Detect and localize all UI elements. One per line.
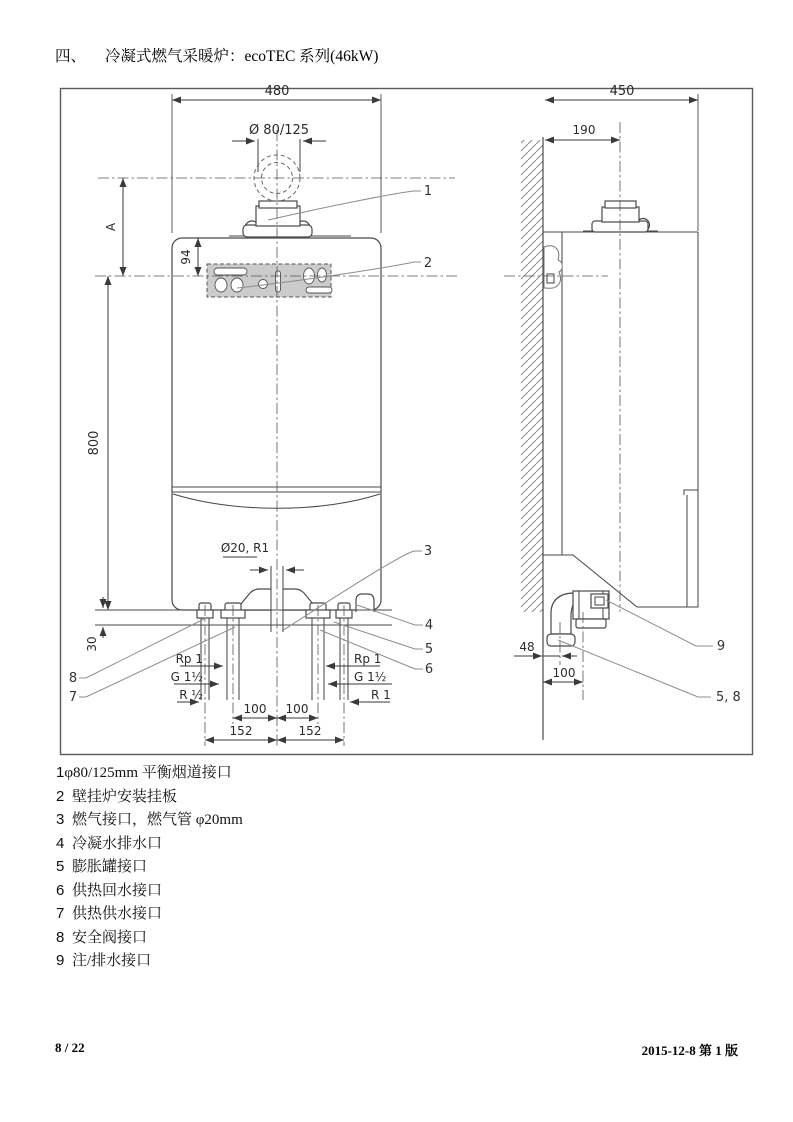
legend-text: 供热供水接口 (72, 906, 163, 922)
wall-hatch (521, 140, 543, 612)
side-view (521, 137, 698, 740)
callouts (69, 184, 741, 705)
callout-3: 3 (423, 544, 433, 559)
callout-9: 9 (716, 639, 726, 654)
dim-a: A (104, 222, 118, 232)
footer-page-number: 8 / 22 (55, 1040, 85, 1055)
dim-g112-right: G 1½ (354, 670, 387, 684)
legend-text: 安全阀接口 (72, 929, 148, 946)
condensate-outlet (356, 594, 374, 612)
legend-num: 3 (56, 811, 65, 828)
footer-edition: 2015-12-8 第 1 版 (641, 1043, 738, 1058)
dim-152-right: 152 (298, 724, 322, 738)
callout-5: 5 (424, 642, 434, 657)
legend-num: 6 (56, 881, 65, 899)
dim-gas: Ø20, R1 (220, 541, 270, 555)
legend-item-8 (56, 926, 243, 950)
legend-num: 2 (56, 787, 65, 805)
legend-item-2 (56, 785, 243, 809)
legend-item-7 (56, 902, 243, 926)
title-index: 四、 (55, 48, 87, 65)
legend-item-6 (56, 879, 243, 903)
dim-rp1-left: Rp 1 (175, 652, 203, 666)
legend-item-9 (56, 949, 243, 973)
front-view (172, 139, 381, 700)
callout-7: 7 (68, 690, 78, 705)
dim-g112-left: G 1½ (170, 670, 203, 684)
legend-text: 壁挂炉安装挂板 (72, 788, 178, 805)
legend-item-1 (56, 761, 243, 785)
drain-valve-assembly (547, 591, 609, 646)
dim-height-800: 800 (87, 430, 102, 456)
flue-adapter (256, 206, 300, 226)
legend-text: φ80/125mm 平衡烟道接口 (64, 765, 232, 781)
legend-num: 1 (56, 764, 65, 781)
legend-text: 冷凝水排水口 (72, 835, 163, 852)
callout-2: 2 (423, 256, 433, 271)
boiler-side-outline (543, 232, 698, 607)
dim-152-left: 152 (229, 724, 253, 738)
legend-num: 9 (56, 952, 65, 969)
dim-30: 30 (85, 636, 99, 652)
title-text: 冷凝式燃气采暖炉：ecoTEC 系列(46kW) (105, 48, 379, 65)
front-edge-strip (684, 490, 698, 607)
legend-item-4 (56, 832, 243, 856)
figure-border (61, 89, 753, 755)
legend-num: 4 (56, 834, 65, 852)
legend-num: 7 (56, 905, 65, 922)
legend-text: 燃气接口，燃气管 φ20mm (72, 812, 243, 828)
callout-5-8: 5, 8 (716, 690, 741, 705)
dim-r1-right: R 1 (371, 688, 391, 702)
mounting-bracket (207, 264, 332, 297)
dim-100-right: 100 (285, 702, 309, 716)
dim-94: 94 (179, 249, 193, 265)
dim-width-480: 480 (264, 84, 290, 99)
flue-adapter-side (602, 207, 639, 222)
dim-depth-450: 450 (609, 84, 635, 99)
dim-flue-diameter: Ø 80/125 (248, 123, 310, 138)
legend-num: 8 (56, 928, 65, 946)
dim-48: 48 (519, 640, 535, 654)
legend-text: 供热回水接口 (72, 882, 163, 899)
callout-6: 6 (424, 662, 434, 677)
dim-r12-left: R ½ (179, 688, 203, 702)
dim-100-left: 100 (243, 702, 267, 716)
legend-text: 注/排水接口 (72, 953, 152, 969)
legend-text: 膨胀罐接口 (72, 859, 148, 875)
legend-item-3 (56, 808, 243, 832)
dim-rp1-right: Rp 1 (354, 652, 382, 666)
legend-num: 5 (56, 858, 65, 875)
page-footer (55, 1040, 738, 1059)
legend-item-5 (56, 855, 243, 879)
callout-4: 4 (424, 618, 434, 633)
callout-8: 8 (68, 671, 78, 686)
dim-190: 190 (572, 123, 596, 137)
callout-1: 1 (423, 184, 433, 199)
legend (56, 761, 243, 973)
dim-side-100: 100 (552, 666, 576, 680)
